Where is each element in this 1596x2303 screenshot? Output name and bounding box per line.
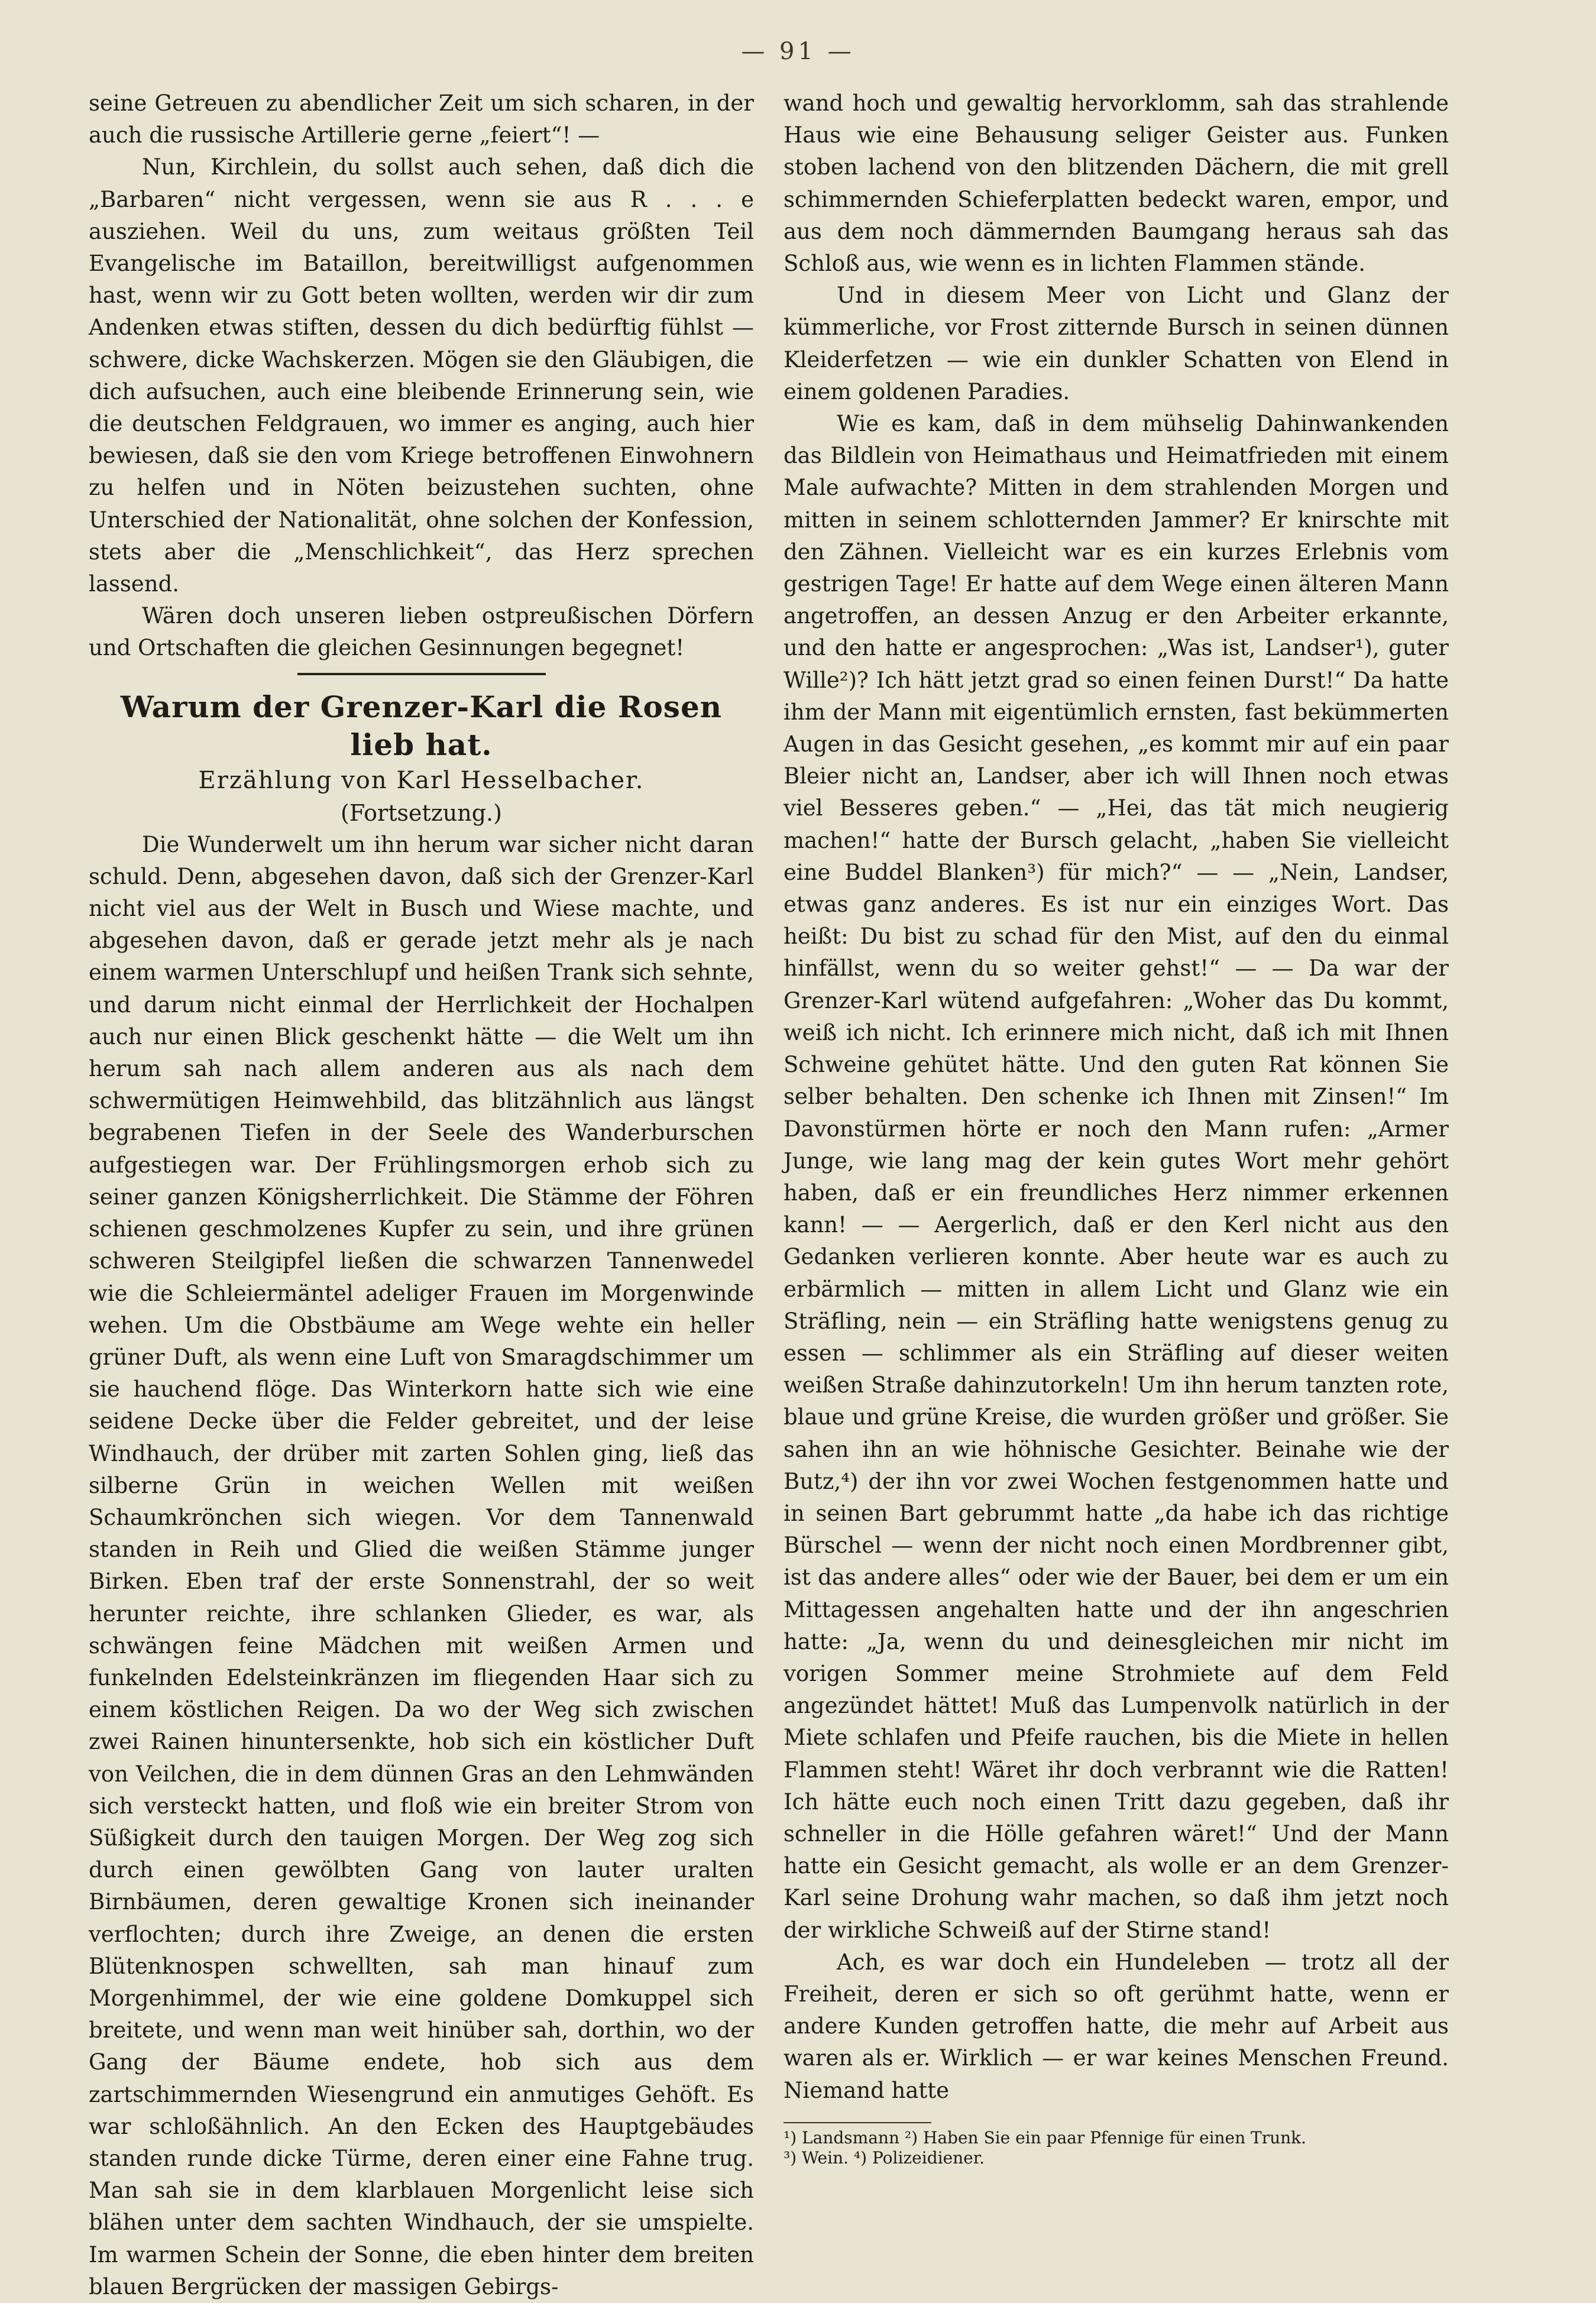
story-title: Warum der Grenzer-Karl die Rosen lieb hat. <box>120 689 723 762</box>
paragraph: Die Wunderwelt um ihn herum war sicher nicht daran schuld. Denn, abgesehen davon, daß sich der Grenzer-Karl nicht viel aus der Welt in Busch und Wiese machte, und abgesehen davon, daß er gerade jetzt mehr als je nach einem warmen Unterschlupf und heißen Trank sich sehnte, und darum nicht einmal der Herrlichkeit der Hochalpen auch nur einen Blick geschenkt hätte — die Welt um ihn herum sah nach allem anderen aus als nach dem schwermütigen Heimwehbild, das blitzähnlich aus längst begrabenen Tiefen in der Seele des Wanderburschen aufgestiegen war. Der Frühlingsmorgen erhob sich zu seiner ganzen Königsherrlichkeit. Die Stämme der Föhren schienen geschmolzenes Kupfer zu sein, und ihre grünen schweren Steilgipfel ließen die schwarzen Tannenwedel wie die Schleiermäntel adeliger Frauen im Morgenwinde wehen. Um die Obstbäume am Wege wehte ein heller grüner Duft, als wenn eine Luft von Smaragdschimmer um sie hauchend flöge. Das Winterkorn hatte sich wie eine seidene Decke über die Felder gebreitet, und der leise Windhauch, der drüber mit zarten Sohlen ging, ließ das silberne Grün in weichen Wellen mit weißen Schaumkrönchen sich wiegen. Vor dem Tannenwald standen in Reih und Glied die weißen Stämme junger Birken. Eben traf der erste Sonnenstrahl, der so weit herunter reichte, ihre schlanken Glieder, es war, als schwängen feine Mädchen mit weißen Armen und funkelnden Edelsteinkränzen im fliegenden Haar sich zu einem köstlichen Reigen. Da wo der Weg sich zwischen zwei Rainen hinuntersenkte, hob sich ein köstlicher Duft von Veilchen, die in dem dünnen Gras an den Lehmwänden sich versteckt hatten, und floß wie ein breiter Strom von Süßigkeit durch den tauigen Morgen. Der Weg zog sich durch einen gewölbten Gang von lauter uralten Birnbäumen, deren gewaltige Kronen sich ineinander verflochten; durch ihre Zweige, an denen die ersten Blütenknospen schwellten, sah man hinauf zum Morgenhimmel, der wie eine goldene Domkuppel sich breitete, und wenn man weit hinüber sah, dorthin, wo der Gang der Bäume endete, hob sich aus dem zartschimmernden Wiesengrund ein anmutiges Gehöft. Es war schloßähnlich. An den Ecken des Hauptgebäudes standen runde dicke Türme, deren einer eine Fahne trug. Man sah sie in dem klarblauen Morgenlicht leise sich blähen unter dem sachten Windhauch, der sie umspielte. Im warmen Schein der Sonne, die eben hinter dem breiten blauen Bergrücken der massigen Gebirgs- <box>89 831 754 2299</box>
paragraph: wand hoch und gewaltig hervorklomm, sah das strahlende Haus wie eine Behausung seliger Geister aus. Funken stoben lachend von den blitzenden Dächern, die mit grell schimmernden Schieferplatten bedeckt waren, empor, und aus dem noch dämmernden Baumgang heraus sah das Schloß aus, wie wenn es in lichten Flammen stände. <box>784 90 1449 277</box>
divider <box>297 673 546 675</box>
paragraph: Ach, es war doch ein Hundeleben — trotz all der Freiheit, deren er sich so oft gerühmt hatte, wenn er andere Kunden getroffen hatte, die mehr auf Arbeit aus waren als er. Wirklich — er war keines Menschen Freund. Niemand hatte <box>784 1949 1449 2103</box>
footnote-divider <box>784 2122 931 2123</box>
paragraph: Wären doch unseren lieben ostpreußischen Dörfern und Ortschaften die gleichen Gesinnungen begegnet! <box>89 603 754 661</box>
paragraph: Wie es kam, daß in dem mühselig Dahinwankenden das Bildlein von Heimathaus und Heimatfrieden mit einem Male aufwachte? Mitten in dem strahlenden Morgen und mitten in seinem schlotternden Jammer? Er knirschte mit den Zähnen. Vielleicht war es ein kurzes Erlebnis vom gestrigen Tage! Er hatte auf dem Wege einen älteren Mann angetroffen, an dessen Anzug er den Arbeiter erkannte, und den hatte er angesprochen: „Was ist, Landser¹), guter Wille²)? Ich hätt jetzt grad so einen feinen Durst!“ Da hatte ihm der Mann mit eigentümlich ernsten, fast bekümmerten Augen in das Gesicht gesehen, „es kommt mir auf ein paar Bleier nicht an, Landser, aber ich will Ihnen noch etwas viel Besseres geben.“ — „Hei, das tät mich neugierig machen!“ hatte der Bursch gelacht, „haben Sie vielleicht eine Buddel Blanken³) für mich?“ — — „Nein, Landser, etwas ganz anderes. Es ist nur ein einziges Wort. Das heißt: Du bist zu schad für den Mist, auf den du einmal hinfällst, wenn du so weiter gehst!“ — — Da war der Grenzer-Karl wütend aufgefahren: „Woher das Du kommt, weiß ich nicht. Ich erinnere mich nicht, daß ich mit Ihnen Schweine gehütet hätte. Und den guten Rat können Sie selber behalten. Den schenke ich Ihnen mit Zinsen!“ Im Davonstürmen hörte er noch den Mann rufen: „Armer Junge, wie lang mag der kein gutes Wort mehr gehört haben, daß er ein freundliches Herz nimmer erkennen kann! — — Aergerlich, daß er den Kerl nicht aus den Gedanken verlieren konnte. Aber heute war es auch zu erbärmlich — mitten in allem Licht und Glanz wie ein Sträfling, nein — ein Sträfling hatte wenigstens genug zu essen — schlimmer als ein Sträfling auf dieser weiten weißen Straße dahinzutorkeln! Um ihn herum tanzten rote, blaue und grüne Kreise, die wurden größer und größer. Sie sahen ihn an wie höhnische Gesichter. Beinahe wie der Butz,⁴) der ihn vor zwei Wochen festgenommen hatte und in seinen Bart gebrummt hatte „da habe ich das richtige Bürschel — wenn der nicht noch einen Mordbrenner gibt, ist das andere alles“ oder wie der Bauer, bei dem er um ein Mittagessen angehalten hatte und der ihn angeschrien hatte: „Ja, wenn du und deinesgleichen mir nicht im vorigen Sommer meine Strohmiete auf dem Feld angezündet hättet! Muß das Lumpenvolk natürlich in der Miete schlafen und Pfeife rauchen, bis die Miete in hellen Flammen steht! Wäret ihr doch verbrannt wie die Ratten! Ich hätte euch noch einen Tritt dazu gegeben, daß ihr schneller in die Hölle gefahren wäret!“ Und der Mann hatte ein Gesicht gemacht, als wolle er an dem Grenzer-Karl seine Drohung wahr machen, so daß ihm jetzt noch der wirkliche Schweiß auf der Stirne stand! <box>784 411 1449 1943</box>
footnote-line: ¹) Landsmann ²) Haben Sie ein paar Pfennige für einen Trunk. <box>784 2127 1307 2147</box>
right-column <box>784 88 1449 2168</box>
footnote-line: ³) Wein. ⁴) Polizeidiener. <box>784 2147 985 2168</box>
paragraph: Nun, Kirchlein, du sollst auch sehen, daß dich die „Barbaren“ nicht vergessen, wenn sie aus R . . . e ausziehen. Weil du uns, zum weitaus größten Teil Evangelische im Bataillon, bereitwilligst aufgenommen hast, wenn wir zu Gott beten wollten, werden wir dir zum Andenken etwas stiften, dessen du dich bedürftig fühlst — schwere, dicke Wachskerzen. Mögen sie den Gläubigen, die dich aufsuchen, auch eine bleibende Erinnerung sein, wie die deutschen Feldgrauen, wo immer es anging, auch hier bewiesen, daß sie den vom Kriege betroffenen Einwohnern zu helfen und in Nöten beizustehen suchten, ohne Unterschied der Nationalität, ohne solchen der Konfession, stets aber die „Menschlichkeit“, das Herz sprechen lassend. <box>89 154 754 597</box>
footnotes <box>784 2128 1449 2168</box>
page-number: — 91 — <box>741 38 855 65</box>
story-subtitle: (Fortsetzung.) <box>341 799 502 826</box>
paragraph: Und in diesem Meer von Licht und Glanz der kümmerliche, vor Frost zitternde Bursch in seinen dünnen Kleiderfetzen — wie ein dunkler Schatten von Elend in einem goldenen Paradies. <box>784 283 1449 404</box>
paragraph: seine Getreuen zu abendlicher Zeit um sich scharen, in der auch die russische Artillerie gerne „feiert“! — <box>89 90 754 148</box>
left-column <box>89 88 754 2303</box>
story-author: Erzählung von Karl Hesselbacher. <box>198 766 645 794</box>
